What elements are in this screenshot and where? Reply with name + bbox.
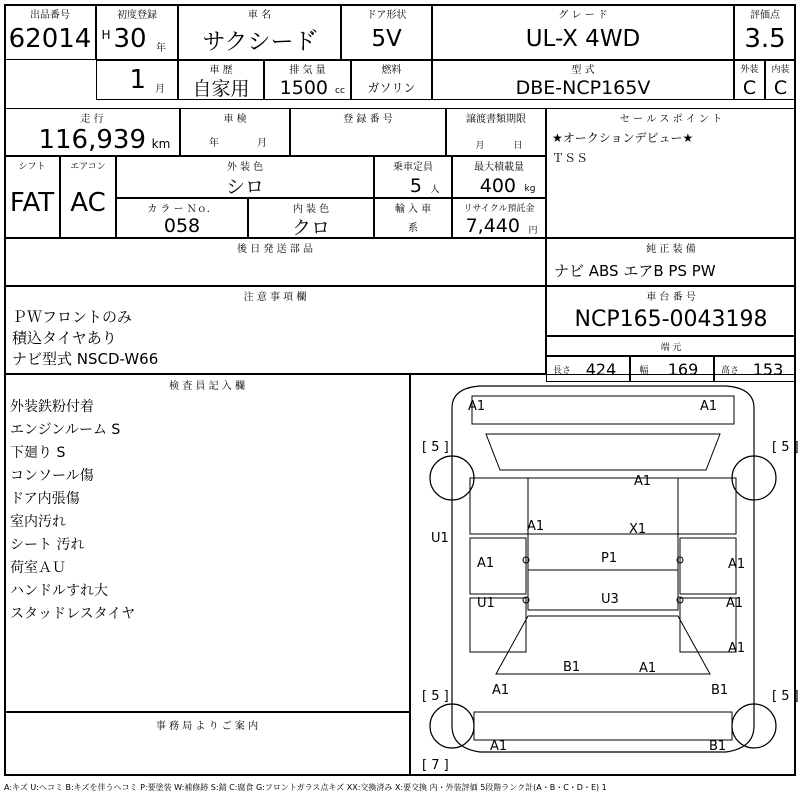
interior-color-label: 内 装 色 bbox=[292, 203, 330, 215]
inspector-line-6: 室内汚れ bbox=[10, 514, 66, 530]
length-label: 長さ bbox=[552, 365, 571, 376]
office-notice-label: 事 務 局 よ り ご 案 内 bbox=[155, 720, 259, 732]
transfer-day-unit: 日 bbox=[513, 140, 523, 151]
door-shape-label: ドア形状 bbox=[366, 9, 407, 21]
mileage-value: 116,939 bbox=[38, 125, 146, 155]
displacement-label: 排 気 量 bbox=[289, 65, 326, 76]
damage-mark: P1 bbox=[601, 551, 618, 566]
model-name-value: サクシード゙ bbox=[202, 28, 317, 55]
notes-label: 注 意 事 項 欄 bbox=[243, 291, 307, 303]
max-load-value: 400 bbox=[479, 174, 516, 197]
max-load-label: 最大積載量 bbox=[474, 161, 524, 173]
damage-mark: A1 bbox=[468, 399, 486, 414]
length-value: 424 bbox=[585, 359, 617, 379]
damage-mark: B1 bbox=[563, 660, 581, 675]
mileage-unit: km bbox=[151, 137, 171, 151]
first-reg-label: 初度登録 bbox=[117, 9, 157, 21]
damage-mark: U1 bbox=[431, 531, 449, 546]
recycle-fee-value: 7,440 bbox=[465, 215, 520, 237]
history-value: 自家用 bbox=[192, 78, 250, 100]
sales-point-label: セ ー ル ス ポ イ ン ト bbox=[619, 113, 723, 125]
inspector-line-7: シート 汚れ bbox=[10, 537, 85, 553]
exterior-color-value: シロ bbox=[225, 175, 264, 198]
chassis-number-value: NCP165-0043198 bbox=[574, 306, 768, 332]
shift-label: シフト bbox=[18, 161, 46, 172]
car-diagram bbox=[410, 374, 796, 776]
inspector-line-1: 外装鉄粉付着 bbox=[10, 399, 94, 415]
damage-mark: [ 5 ] bbox=[772, 440, 799, 455]
damage-mark: A1 bbox=[490, 739, 508, 754]
damage-mark: [ 5 ] bbox=[422, 440, 449, 455]
damage-mark: A1 bbox=[639, 661, 657, 676]
notes-line-3: ナビ型式 NSCD-W66 bbox=[12, 349, 159, 368]
genuine-equipment-value: ナビ ABS エアB PS PW bbox=[554, 261, 716, 280]
grade-label: グ レ ー ド bbox=[558, 9, 608, 21]
shift-value: FAT bbox=[9, 188, 55, 218]
color-no-label: カ ラ ー Ｎｏ． bbox=[147, 203, 217, 215]
lot-number-label: 出品番号 bbox=[30, 9, 70, 21]
damage-mark: A1 bbox=[527, 519, 545, 534]
mileage-label: 走 行 bbox=[80, 113, 104, 125]
first-reg-year: 30 bbox=[113, 24, 147, 54]
inspector-line-9: ハンドルすれ大 bbox=[10, 583, 108, 599]
damage-mark: A1 bbox=[700, 399, 718, 414]
first-reg-month-value: 1 bbox=[129, 65, 146, 95]
exterior-score-value: C bbox=[742, 76, 757, 99]
transfer-month-unit: 月 bbox=[475, 140, 485, 151]
displacement-unit: cc bbox=[335, 86, 345, 96]
height-value: 153 bbox=[752, 359, 784, 379]
grade-value: UL-X 4WD bbox=[525, 26, 641, 52]
first-reg-year-unit: 年 bbox=[156, 42, 166, 54]
damage-mark: A1 bbox=[477, 556, 495, 571]
damage-mark: [ 5 ] bbox=[422, 689, 449, 704]
width-value: 169 bbox=[667, 359, 699, 379]
shaken-month-unit: 月 bbox=[257, 137, 267, 149]
recycle-fee-label: リサイクル預託金 bbox=[463, 203, 535, 214]
score-label: 評価点 bbox=[750, 9, 780, 21]
registration-number-label: 登 録 番 号 bbox=[343, 113, 393, 125]
import-value: 系 bbox=[408, 222, 418, 234]
genuine-equipment-label: 純 正 装 備 bbox=[646, 243, 696, 255]
interior-score-label: 内装 bbox=[771, 65, 790, 75]
interior-color-value: クロ bbox=[291, 216, 330, 239]
height-label: 高さ bbox=[720, 365, 739, 376]
shaken-year-unit: 年 bbox=[209, 137, 219, 149]
damage-mark: [ 5 ] bbox=[772, 689, 799, 704]
damage-mark: B1 bbox=[711, 683, 729, 698]
damage-mark: A1 bbox=[726, 596, 744, 611]
first-reg-month-unit: 月 bbox=[155, 83, 165, 95]
damage-mark: B1 bbox=[709, 739, 727, 754]
exterior-score-label: 外装 bbox=[740, 65, 759, 75]
first-reg-era: H bbox=[101, 28, 111, 42]
legend-text: A:キズ U:ヘコミ B:キズを伴うヘコミ P:要塗装 W:補修跡 S:錆 C:腐食 G:フロントガラス点キズ XX:交換済み X:要交換 内・外装評価 5段階ランク計(A・B・C・D・E) 1 bbox=[4, 783, 607, 792]
inspector-line-10: スタッドレスタイヤ bbox=[10, 606, 136, 622]
inspector-line-5: ドア内張傷 bbox=[10, 491, 80, 507]
damage-mark: A1 bbox=[634, 474, 652, 489]
max-load-unit: kg bbox=[524, 183, 536, 194]
score-value: 3.5 bbox=[744, 24, 786, 54]
inspector-line-3: 下廻り S bbox=[10, 445, 66, 461]
history-label: 車 歴 bbox=[209, 65, 233, 76]
interior-score-value: C bbox=[773, 76, 788, 99]
ac-value: AC bbox=[70, 188, 106, 218]
sales-point-line2: ＴＳＳ bbox=[552, 150, 589, 165]
chassis-number-label: 車 台 番 号 bbox=[646, 291, 696, 303]
exterior-color-label: 外 装 色 bbox=[226, 161, 264, 173]
inspector-line-2: エンジンルーム S bbox=[10, 422, 121, 438]
later-parts-label: 後 日 発 送 部 品 bbox=[237, 243, 313, 255]
color-no-value: 058 bbox=[163, 215, 201, 237]
inspector-label: 検 査 員 記 入 欄 bbox=[169, 380, 245, 392]
type-label: 型 式 bbox=[571, 65, 595, 76]
notes-line-1: ＰＷフロントのみ bbox=[12, 307, 133, 326]
recycle-fee-unit: 円 bbox=[528, 226, 538, 236]
model-name-label: 車 名 bbox=[247, 9, 272, 21]
inspector-line-4: コンソール傷 bbox=[10, 468, 94, 484]
damage-mark: U1 bbox=[477, 596, 495, 611]
damage-mark: A1 bbox=[728, 557, 746, 572]
seats-value: 5 bbox=[409, 174, 422, 197]
damage-mark: A1 bbox=[492, 683, 510, 698]
import-label: 輸 入 車 bbox=[394, 203, 432, 215]
width-label: 幅 bbox=[639, 365, 649, 376]
fuel-value: ガソリン bbox=[367, 81, 416, 95]
damage-mark: A1 bbox=[728, 641, 746, 656]
shaken-label: 車 検 bbox=[223, 113, 247, 125]
type-value: DBE-NCP165V bbox=[515, 76, 651, 99]
origin-label: 端 元 bbox=[660, 342, 682, 353]
damage-mark: U3 bbox=[601, 592, 619, 607]
lot-number-value: 62014 bbox=[8, 24, 92, 54]
damage-mark: X1 bbox=[629, 522, 647, 537]
door-shape-value: 5V bbox=[371, 26, 402, 52]
fuel-label: 燃料 bbox=[381, 65, 402, 76]
seats-label: 乗車定員 bbox=[393, 161, 433, 173]
sales-point-line1: ★オークションデビュー★ bbox=[552, 130, 694, 145]
seats-unit: 人 bbox=[430, 185, 440, 195]
damage-mark: [ 7 ] bbox=[422, 758, 449, 773]
displacement-value: 1500 bbox=[279, 76, 328, 99]
inspector-line-8: 荷室ＡＵ bbox=[10, 560, 66, 576]
notes-line-2: 積込タイヤあり bbox=[12, 328, 117, 347]
ac-label: エアコン bbox=[70, 161, 106, 172]
transfer-deadline-label: 譲渡書類期限 bbox=[466, 113, 526, 125]
